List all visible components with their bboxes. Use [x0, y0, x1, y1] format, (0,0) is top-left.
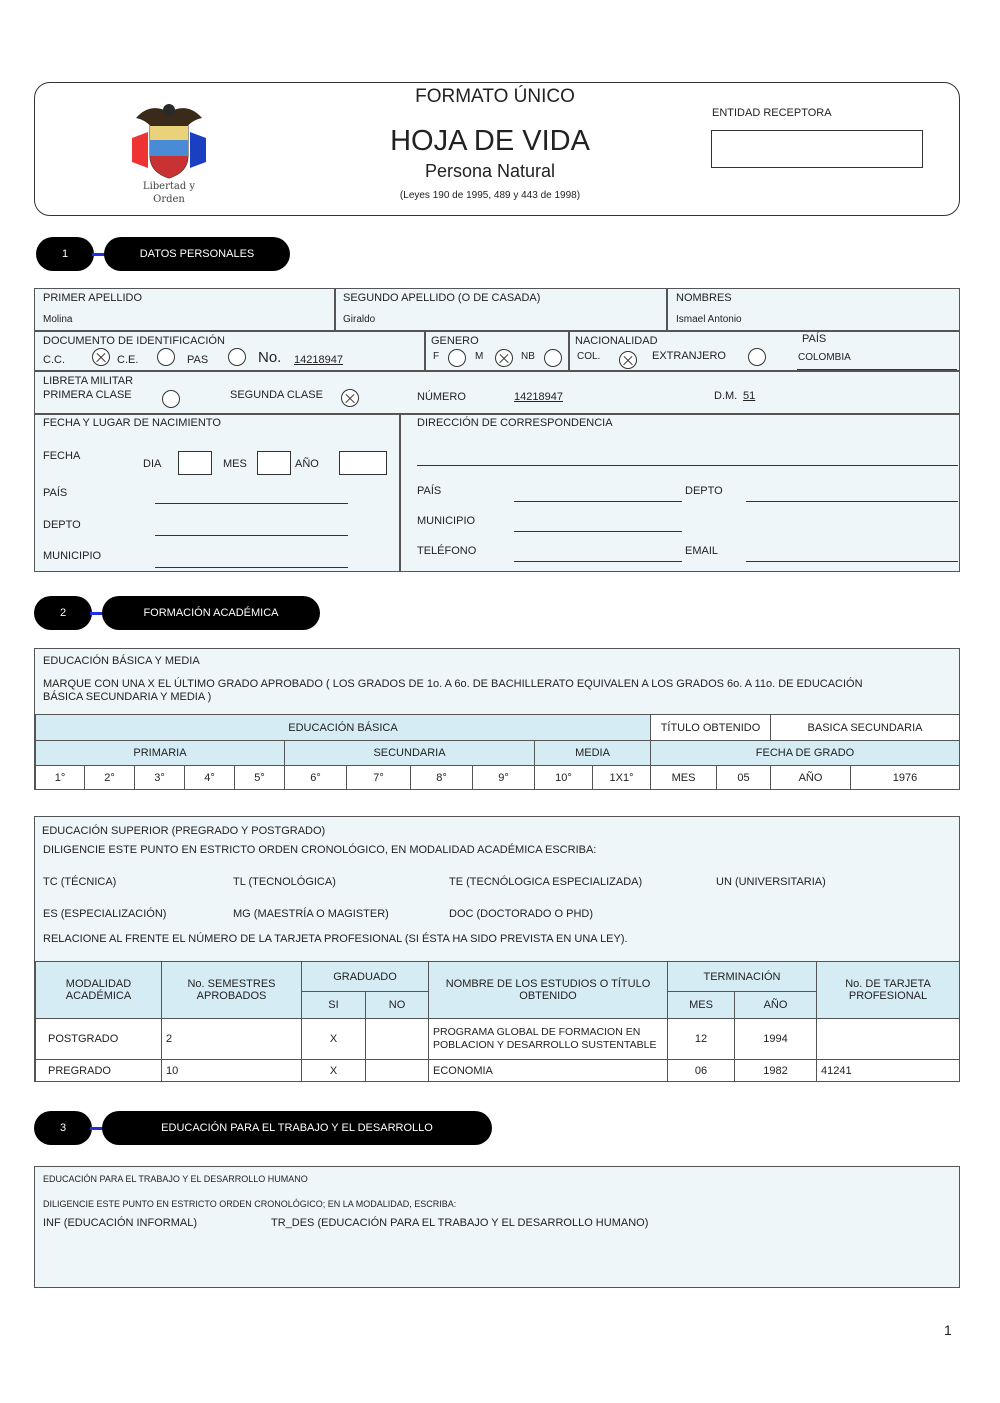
dia-field[interactable] [178, 451, 212, 475]
entidad-receptora-field[interactable] [711, 130, 923, 168]
modalidad-un: UN (UNIVERSITARIA) [716, 876, 826, 888]
modalidad-te: TE (TECNÓLOGICA ESPECIALIZADA) [449, 876, 643, 888]
grado-cell[interactable]: 6° [285, 766, 347, 790]
dir-depto-field[interactable] [746, 501, 958, 502]
primaria-header: PRIMARIA [36, 741, 285, 766]
row-no[interactable] [366, 1019, 429, 1060]
modalidad-tl: TL (TECNOLÓGICA) [233, 876, 336, 888]
col-no: NO [366, 992, 429, 1019]
extranjero-radio[interactable] [748, 348, 766, 366]
genero-f-label: F [433, 351, 440, 362]
grado-cell[interactable]: 9° [473, 766, 535, 790]
col-mes: MES [668, 992, 735, 1019]
nac-depto-label: DEPTO [43, 519, 81, 531]
genero-nb-label: NB [521, 351, 535, 362]
section-3-number: 3 [34, 1111, 92, 1145]
primer-apellido-value[interactable]: Molina [43, 314, 73, 325]
entidad-receptora-label: ENTIDAD RECEPTORA [712, 107, 832, 119]
grado-cell[interactable]: 8° [411, 766, 473, 790]
telefono-field[interactable] [514, 561, 682, 562]
genero-f-radio[interactable] [448, 349, 466, 367]
segundo-apellido-value[interactable]: Giraldo [343, 314, 376, 325]
segunda-clase-label: SEGUNDA CLASE [230, 389, 323, 401]
anio-field[interactable] [339, 451, 387, 475]
grado-cell[interactable]: 10° [535, 766, 593, 790]
direccion-field[interactable] [417, 465, 958, 466]
page-number: 1 [944, 1322, 952, 1338]
fecha-grado-mes-label: MES [651, 766, 717, 790]
segunda-clase-radio[interactable] [341, 389, 359, 407]
col-semestres: No. SEMESTRES APROBADOS [162, 962, 302, 1019]
row-nombre[interactable]: ECONOMIA [429, 1060, 668, 1082]
col-radio[interactable] [619, 351, 637, 369]
fecha-grado-anio-label: AÑO [771, 766, 851, 790]
numero-value[interactable]: 14218947 [514, 391, 563, 403]
fecha-grado-header: FECHA DE GRADO [651, 741, 960, 766]
ce-radio[interactable] [157, 348, 175, 366]
formato-unico: FORMATO ÚNICO [415, 86, 575, 107]
col-terminacion: TERMINACIÓN [668, 962, 817, 992]
nombres-label: NOMBRES [676, 292, 732, 304]
media-header: MEDIA [535, 741, 651, 766]
modalidad-doc: DOC (DOCTORADO O PHD) [449, 908, 594, 920]
col-label: COL. [577, 351, 601, 362]
grado-cell[interactable]: 7° [347, 766, 411, 790]
ce-label: C.E. [117, 354, 139, 366]
section-1-number: 1 [36, 237, 94, 271]
superior-title: EDUCACIÓN SUPERIOR (PREGRADO Y POSTGRADO) [42, 825, 326, 837]
leyes-note: (Leyes 190 de 1995, 489 y 443 de 1998) [399, 190, 581, 201]
row-modalidad[interactable]: POSTGRADO [36, 1019, 162, 1060]
row-modalidad[interactable]: PREGRADO [36, 1060, 162, 1082]
page-subtitle: Persona Natural [424, 161, 556, 181]
documento-label: DOCUMENTO DE IDENTIFICACIÓN [43, 335, 225, 347]
dir-pais-label: PAÍS [417, 485, 442, 497]
row-tarjeta[interactable]: 41241 [817, 1060, 960, 1082]
coat-of-arms-icon [128, 98, 210, 205]
educacion-superior-table [35, 961, 960, 1082]
fecha-lugar-label: FECHA Y LUGAR DE NACIMIENTO [43, 417, 221, 429]
fecha-grado-anio-value[interactable]: 1976 [851, 766, 960, 790]
modalidad-es: ES (ESPECIALIZACIÓN) [43, 908, 167, 920]
row-no[interactable] [366, 1060, 429, 1082]
fecha-grado-mes-value[interactable]: 05 [717, 766, 771, 790]
col-tarjeta: No. DE TARJETA PROFESIONAL [817, 962, 960, 1019]
mes-field[interactable] [257, 451, 291, 475]
trabajo-instr: DILIGENCIE ESTE PUNTO EN ESTRICTO ORDEN CRONOLÓGICO; EN LA MODALIDAD, ESCRIBA: [43, 1199, 457, 1209]
modalidad-tr-des: TR_DES (EDUCACIÓN PARA EL TRABAJO Y EL DESARROLLO HUMANO) [271, 1217, 649, 1229]
dm-value[interactable]: 51 [743, 390, 756, 402]
extranjero-label: EXTRANJERO [652, 350, 726, 362]
pais-value[interactable]: COLOMBIA [798, 352, 851, 363]
primera-clase-radio[interactable] [162, 390, 180, 408]
dia-label: DIA [143, 458, 162, 470]
row-tarjeta[interactable] [817, 1019, 960, 1060]
section-3-title: EDUCACIÓN PARA EL TRABAJO Y EL DESARROLLO [102, 1111, 492, 1145]
row-semestres[interactable]: 10 [162, 1060, 302, 1082]
cc-label: C.C. [43, 354, 65, 366]
basica-title: EDUCACIÓN BÁSICA Y MEDIA [43, 655, 200, 667]
grado-cell[interactable]: 2° [85, 766, 135, 790]
col-si: SI [302, 992, 366, 1019]
nac-pais-label: PAÍS [43, 487, 68, 499]
nombres-value[interactable]: Ismael Antonio [676, 314, 742, 325]
doc-no-label: No. [258, 349, 282, 366]
basica-instr-1: MARQUE CON UNA X EL ÚLTIMO GRADO APROBADO ( LOS GRADOS DE 1o. A 6o. DE BACHILLERATO EQUIVALEN A LOS GRADOS 6o. A 11o. DE EDUCACIÓN [43, 678, 863, 690]
table-row [36, 1019, 960, 1060]
row-anio[interactable]: 1982 [735, 1060, 817, 1082]
row-si[interactable]: X [302, 1060, 366, 1082]
direccion-label: DIRECCIÓN DE CORRESPONDENCIA [417, 417, 613, 429]
genero-label: GENERO [431, 335, 479, 347]
genero-m-label: M [475, 351, 484, 362]
educacion-basica-header: EDUCACIÓN BÁSICA [36, 715, 651, 741]
row-nombre[interactable]: PROGRAMA GLOBAL DE FORMACION EN POBLACION Y DESARROLLO SUSTENTABLE [429, 1019, 668, 1060]
grado-cell[interactable]: 3° [135, 766, 185, 790]
primera-clase-label: PRIMERA CLASE [43, 389, 132, 401]
grado-cell[interactable]: 5° [235, 766, 285, 790]
pas-label: PAS [187, 354, 209, 366]
row-anio[interactable]: 1994 [735, 1019, 817, 1060]
cc-radio[interactable] [92, 348, 110, 366]
libreta-militar-label: LIBRETA MILITAR [43, 375, 134, 387]
nac-depto-field[interactable] [155, 535, 348, 536]
dir-municipio-label: MUNICIPIO [417, 515, 476, 527]
row-semestres[interactable]: 2 [162, 1019, 302, 1060]
col-nombre: NOMBRE DE LOS ESTUDIOS O TÍTULO OBTENIDO [429, 962, 668, 1019]
anio-label: AÑO [295, 458, 319, 470]
primer-apellido-label: PRIMER APELLIDO [43, 292, 143, 304]
col-graduado: GRADUADO [302, 962, 429, 992]
table-row [36, 1060, 960, 1082]
genero-m-radio[interactable] [495, 349, 513, 367]
basica-instr-2: BÁSICA SECUNDARIA Y MEDIA ) [43, 691, 212, 703]
modalidad-mg: MG (MAESTRÍA O MAGISTER) [233, 908, 389, 920]
nacionalidad-label: NACIONALIDAD [575, 335, 658, 347]
titulo-obtenido-value[interactable]: BASICA SECUNDARIA [771, 715, 960, 741]
seal-motto: Libertad y Orden [142, 181, 196, 205]
educacion-basica-table [35, 714, 960, 790]
relacione-note: RELACIONE AL FRENTE EL NÚMERO DE LA TARJETA PROFESIONAL (SI ÉSTA HA SIDO PREVISTA EN UNA LEY). [43, 933, 628, 945]
pas-radio[interactable] [228, 348, 246, 366]
grado-cell[interactable]: 4° [185, 766, 235, 790]
grado-cell[interactable]: 1X1° [593, 766, 651, 790]
dm-label: D.M. [714, 390, 738, 402]
genero-nb-radio[interactable] [544, 349, 562, 367]
page-title: HOJA DE VIDA [390, 125, 590, 157]
dir-pais-field[interactable] [514, 501, 682, 502]
mes-label: MES [223, 458, 247, 470]
row-mes[interactable]: 06 [668, 1060, 735, 1082]
doc-number-value[interactable]: 14218947 [294, 354, 343, 366]
col-modalidad: MODALIDAD ACADÉMICA [36, 962, 162, 1019]
section-2-number: 2 [34, 596, 92, 630]
telefono-label: TELÉFONO [417, 545, 477, 557]
grado-cell[interactable]: 1° [36, 766, 85, 790]
nac-municipio-label: MUNICIPIO [43, 550, 102, 562]
section-2-title: FORMACIÓN ACADÉMICA [102, 596, 320, 630]
dir-depto-label: DEPTO [685, 485, 723, 497]
modalidad-tc: TC (TÉCNICA) [43, 876, 117, 888]
email-label: EMAIL [685, 545, 719, 557]
row-mes[interactable]: 12 [668, 1019, 735, 1060]
col-anio: AÑO [735, 992, 817, 1019]
section-1-title: DATOS PERSONALES [104, 237, 290, 271]
superior-instr: DILIGENCIE ESTE PUNTO EN ESTRICTO ORDEN CRONOLÓGICO, EN MODALIDAD ACADÉMICA ESCRIBA: [43, 844, 597, 856]
nac-pais-field[interactable] [155, 503, 348, 504]
segundo-apellido-label: SEGUNDO APELLIDO (O DE CASADA) [343, 292, 541, 304]
fecha-label: FECHA [43, 450, 81, 462]
row-si[interactable]: X [302, 1019, 366, 1060]
titulo-obtenido-label: TÍTULO OBTENIDO [651, 715, 771, 741]
trabajo-box-title: EDUCACIÓN PARA EL TRABAJO Y EL DESARROLLO HUMANO [43, 1174, 308, 1184]
email-field[interactable] [746, 561, 958, 562]
dir-municipio-field[interactable] [514, 531, 682, 532]
secundaria-header: SECUNDARIA [285, 741, 535, 766]
numero-label: NÚMERO [417, 391, 466, 403]
modalidad-inf: INF (EDUCACIÓN INFORMAL) [43, 1217, 197, 1229]
pais-label: PAÍS [802, 333, 827, 345]
nac-municipio-field[interactable] [155, 567, 348, 568]
